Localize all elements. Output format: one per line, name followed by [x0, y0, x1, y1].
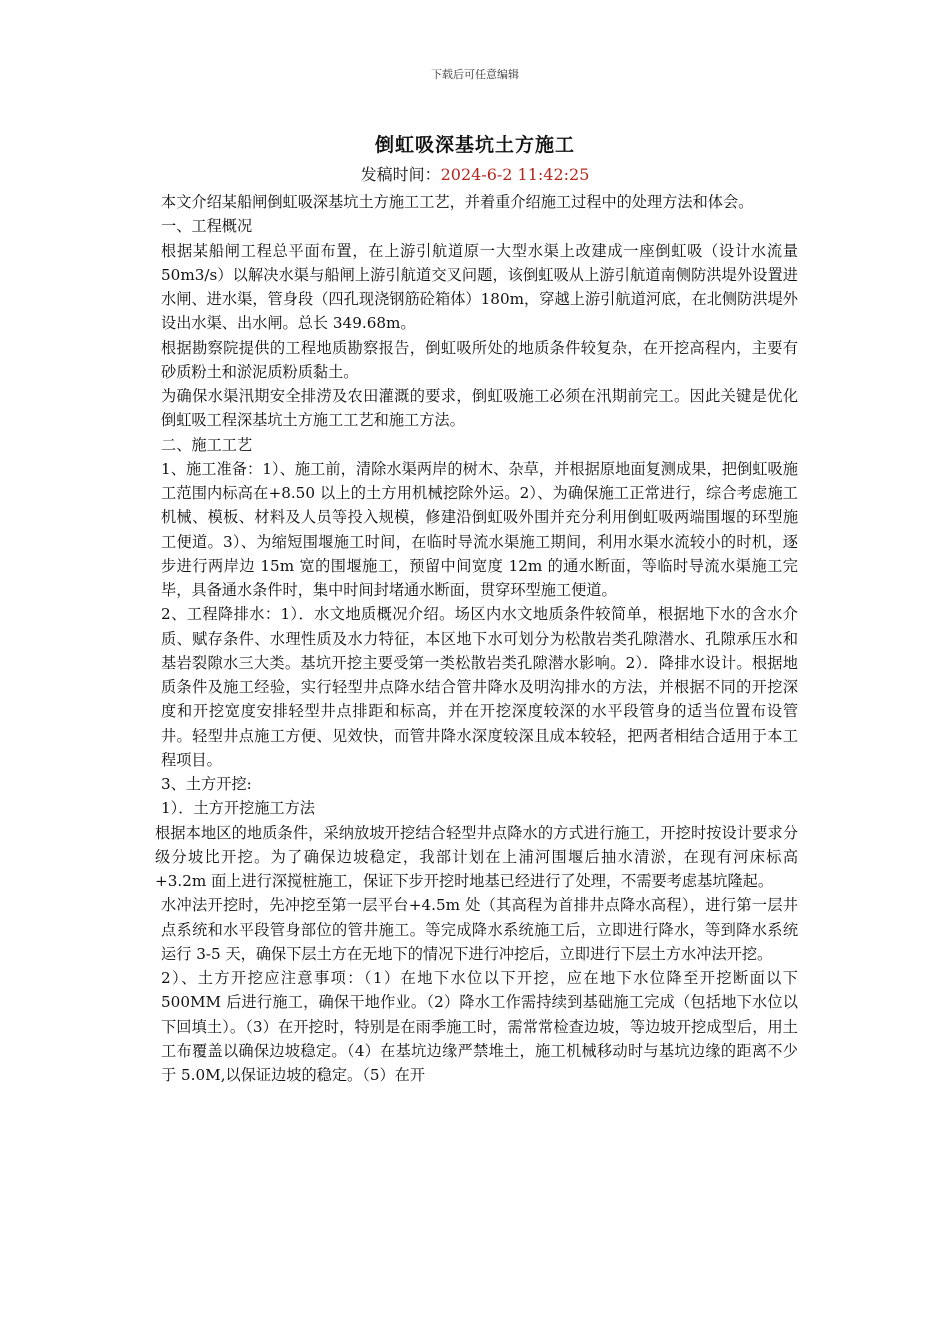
document-body [155, 190, 798, 1087]
paragraph-water-jet: 水冲法开挖时，先冲挖至第一层平台+4.5m 处（其高程为首排井点降水高程），进行第一层井点系统和水平段管身部位的管井施工。等完成降水系统施工后，立即进行降水，等到降水系统运行 3-5 天，确保下层土方在无地下的情况下进行冲挖后，立即进行下层土方水冲法开挖。 [161, 896, 798, 963]
paragraph-dewatering: 2、工程降排水：1）．水文地质概况介绍。场区内水文地质条件较简单，根据地下水的含水介质、赋存条件、水理性质及水力特征，本区地下水可划分为松散岩类孔隙潜水、孔隙承压水和基岩裂隙水三大类。基坑开挖主要受第一类松散岩类孔隙潜水影响。2）．降排水设计。根据地质条件及施工经验，实行轻型井点降水结合管井降水及明沟排水的方法，并根据不同的开挖深度和开挖宽度安排轻型井点排距和标高，并在开挖深度较深的水平段管身的适当位置布设管井。轻型井点施工方便、见效快，而管井降水深度较深且成本较轻，把两者相结合适用于本工程项目。 [161, 605, 798, 769]
paragraph-schedule: 为确保水渠汛期安全排涝及农田灌溉的要求，倒虹吸施工必须在汛期前完工。因此关键是优化倒虹吸工程深基坑土方施工工艺和施工方法。 [161, 387, 798, 430]
publish-date: 2024-6-2 11:42:25 [440, 165, 590, 184]
header-note: 下载后可任意编辑 [431, 68, 519, 81]
section-heading-process: 二、施工工艺 [161, 435, 253, 454]
paragraph-preparation: 1、施工准备：1）、施工前，清除水渠两岸的树木、杂草，并根据原地面复测成果，把倒虹吸施工范围内标高在+8.50 以上的土方用机械挖除外运。2）、为确保施工正常进行，综合考虑施工机械、模板、材料及人员等投入规模，修建沿倒虹吸外围并充分利用倒虹吸两端围堰的环型施工便道。3）、为缩短围堰施工时间，在临时导流水渠施工期间，利用水渠水流较小的时机，逐步进行两岸边 15m 宽的围堰施工，预留中间宽度 12m 的通水断面，等临时导流水渠施工完毕，具备通水条件时，集中时间封堵通水断面，贯穿环型施工便道。 [161, 459, 798, 599]
paragraph-excavation-method: 根据本地区的地质条件，采纳放坡开挖结合轻型井点降水的方式进行施工，开挖时按设计要求分级分坡比开挖。为了确保边坡稳定，我部计划在上浦河围堰后抽水清淤，在现有河床标高+3.2m 面上进行深搅桩施工，保证下步开挖时地基已经进行了处理，不需要考虑基坑隆起。 [155, 823, 798, 890]
subheading-excavation: 3、土方开挖: [161, 775, 252, 793]
publish-label: 发稿时间： [360, 165, 441, 184]
paragraph-precautions: 2）、土方开挖应注意事项：（1）在地下水位以下开挖，应在地下水位降至开挖断面以下 500MM 后进行施工，确保干地作业。（2）降水工作需持续到基础施工完成（包括地下水位以下回填土）。（3）在开挖时，特别是在雨季施工时，需常常检查边坡，等边坡开挖成型后，用土工布覆盖以确保边坡稳定。（4）在基坑边缘严禁堆土，施工机械移动时与基坑边缘的距离不少于 5.0M,以保证边坡的稳定。（5）在开 [161, 969, 798, 1084]
paragraph-layout: 根据某船闸工程总平面布置，在上游引航道原一大型水渠上改建成一座倒虹吸（设计水流量 50m3/s）以解决水渠与船闸上游引航道交叉问题，该倒虹吸从上游引航道南侧防洪堤外设置进水闸、进水渠，管身段（四孔现浇钢筋砼箱体）180m，穿越上游引航道河底，在北侧防洪堤外设出水渠、出水闸。总长 349.68m。 [161, 241, 798, 333]
publish-line [0, 162, 950, 185]
document-title: 倒虹吸深基坑土方施工 [374, 134, 575, 156]
section-heading-overview: 一、工程概况 [161, 217, 253, 236]
subheading-excavation-method: 1）．土方开挖施工方法 [161, 799, 315, 818]
paragraph-geology: 根据勘察院提供的工程地质勘察报告，倒虹吸所处的地质条件较复杂，在开挖高程内，主要有砂质粉土和淤泥质粉质黏土。 [161, 338, 798, 381]
paragraph-intro: 本文介绍某船闸倒虹吸深基坑土方施工工艺，并着重介绍施工过程中的处理方法和体会。 [161, 193, 754, 211]
